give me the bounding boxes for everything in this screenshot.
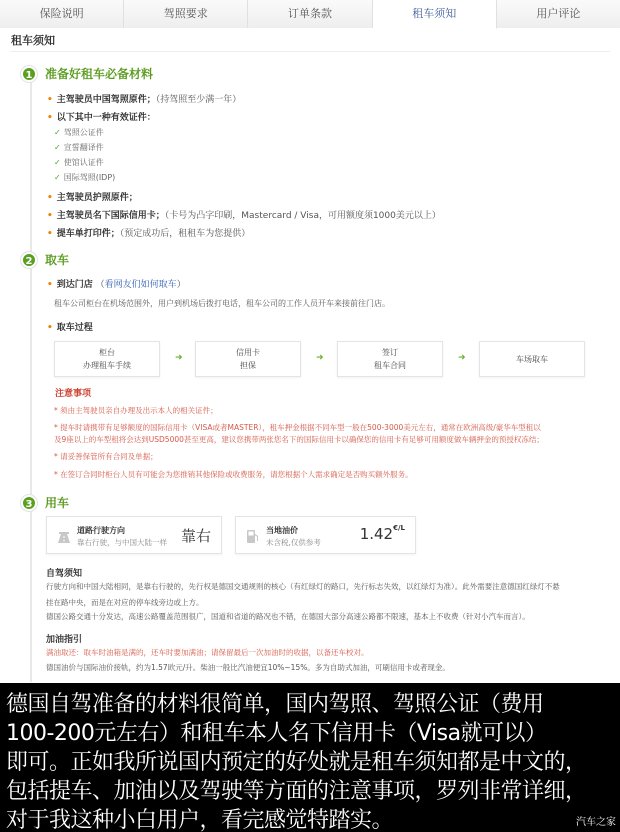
document-option: ✓ 宣誓翻译件: [54, 143, 104, 152]
check-icon: ✓: [54, 143, 61, 152]
step-3-header: [21, 494, 69, 511]
step-number-badge: 1: [21, 66, 37, 82]
tab-rental-notice[interactable]: 租车须知: [373, 0, 497, 29]
card-subtitle: 靠右行驶，与中国大陆一样: [77, 538, 167, 547]
arrow-right-icon: ➜: [316, 353, 324, 363]
step-number-badge: 3: [21, 495, 37, 511]
fuel-price-line: 德国油价与国际油价接轨，约为1.57欧元/升。柴油一般比汽油便宜10%~15%。多为自助式加油，可刷信用卡或者现金。: [46, 663, 450, 672]
step-title: 准备好租车必备材料: [45, 67, 154, 81]
timeline-line: [30, 78, 32, 682]
pickup-process-item: • 取车过程: [47, 323, 93, 333]
step-1-header: [21, 65, 153, 82]
flow-step-contract: 签订 租车合同: [337, 341, 443, 377]
self-drive-tip-line: 德国公路交通十分发达，高速公路覆盖范围很广，国道和省道的路况也不错，在德国大部分高速公路都不限速，基本上不收费（针对小汽车而言）。: [46, 612, 530, 621]
requirement-item: • 主驾驶员名下国际信用卡；（卡号为凸字印刷，Mastercard / Visa，可用额度须1000美元以上）: [47, 211, 441, 221]
divider: [10, 51, 610, 52]
tab-insurance[interactable]: 保险说明: [0, 0, 124, 28]
card-subtitle: 未含税,仅供参考: [266, 538, 321, 547]
self-drive-tips-title: 自驾须知: [46, 569, 83, 579]
notice-title: 注意事项: [55, 389, 92, 399]
requirement-label: 主驾驶员名下国际信用卡；: [56, 211, 165, 221]
caption-line: 100-200元左右）和租车本人名下信用卡（Visa就可以）: [6, 721, 547, 746]
notice-item: * 在签订合同时柜台人员有可能会为您推销其他保险或收费服务，请您根据个人需求确定是否购买额外服务。: [54, 470, 413, 479]
fuel-policy-line: 满油取还：取车时油箱是满的，还车时要加满油；请保留最后一次加油时的收据，以备还车校对。: [46, 648, 369, 657]
step-title: 取车: [45, 253, 70, 267]
requirement-note: （预定成功后，租租车为您提供）: [119, 229, 251, 239]
paren: ）: [176, 280, 186, 290]
step-2-header: [21, 251, 69, 268]
check-icon: ✓: [54, 128, 61, 137]
requirement-item: • 以下其中一种有效证件：: [47, 113, 156, 123]
requirement-item: • 主驾驶员护照原件；: [47, 193, 138, 203]
caption-banner: [0, 683, 620, 832]
pickup-stories-link[interactable]: 看网友们如何取车: [104, 280, 177, 290]
card-title: 当地油价: [266, 526, 298, 535]
document-option: ✓ 驾照公证件: [54, 128, 104, 137]
requirement-label: 提车单打印件；: [56, 229, 120, 239]
caption-line: 即可。正如我所说国内预定的好处就是租车须知都是中文的，: [6, 750, 587, 775]
arrive-store-item: • 到达门店 （看网友们如何取车）: [47, 280, 186, 290]
requirement-item: • 主驾驶员中国驾照原件；（持驾照至少满一年）: [47, 95, 242, 105]
document-option: ✓ 使馆认证件: [54, 158, 104, 167]
notice-item: * 须由主驾驶员亲自办理及出示本人的相关证件；: [54, 406, 218, 415]
tab-user-reviews[interactable]: 用户评论: [497, 0, 620, 28]
flow-step-counter: 柜台 办理租车手续: [54, 341, 160, 377]
self-drive-tip-line: 行驶方向和中国大陆相同，是靠右行驶的，先行权是德国交通规则的核心（有红绿灯的路口，先行标志失效，以红绿灯为准）。此外需要注意德国红绿灯不悬: [46, 582, 560, 591]
caption-line: 德国自驾准备的材料很简单，国内驾照、驾照公证（费用: [6, 692, 544, 717]
card-value: 靠右: [180, 527, 211, 545]
tab-bar: [0, 0, 620, 28]
fuel-guide-title: 加油指引: [46, 635, 83, 645]
notice-item: 及9座以上的车型租将会达到USD5000甚至更高，建议您携带两张您名下的国际信用卡以确保您的信用卡有足够可用额度做车辆押金的预授权冻结；: [54, 435, 544, 444]
check-icon: ✓: [54, 173, 61, 182]
step-title: 用车: [45, 496, 70, 510]
caption-line: 对于我这种小白用户，看完感觉特踏实。: [6, 808, 394, 832]
watermark-logo: 汽车之家: [576, 817, 616, 828]
arrow-right-icon: ➜: [458, 353, 466, 363]
check-icon: ✓: [54, 158, 61, 167]
requirement-item: • 提车单打印件；（预定成功后，租租车为您提供）: [47, 229, 251, 239]
document-option: ✓ 国际驾照(IDP): [54, 173, 116, 182]
requirement-label: 以下其中一种有效证件：: [56, 113, 156, 123]
self-drive-tip-line: 挂在路中央，而是在对应的停车线旁边或上方。: [46, 598, 204, 607]
requirement-note: （卡号为凸字印刷，Mastercard / Visa，可用额度须1000美元以上）: [164, 211, 441, 221]
step-number-badge: 2: [21, 252, 37, 268]
road-icon: [57, 528, 71, 544]
tab-license-requirements[interactable]: 驾照要求: [124, 0, 248, 28]
requirement-label: 主驾驶员护照原件；: [56, 193, 138, 203]
requirement-note: （持驾照至少满一年）: [155, 95, 242, 105]
card-value: $1.42^{€/L}$: [359, 524, 405, 543]
caption-line: 包括提车、加油以及驾驶等方面的注意事项，罗列非常详细，: [6, 779, 587, 804]
flow-step-pickup: 车场取车: [479, 341, 585, 377]
flow-step-credit-card: 信用卡 担保: [195, 341, 301, 377]
tab-order-terms[interactable]: 订单条款: [248, 0, 372, 28]
arrive-label: 到达门店: [56, 280, 93, 290]
fuel-price-card: [235, 516, 416, 554]
notice-item: * 提车时请携带有足够额度的国际信用卡（VISA或者MASTER），租车押金根据不同车型一般在500-3000美元左右，通常在欧洲高级/豪华车型租以: [54, 423, 541, 432]
card-title: 道路行驶方向: [77, 526, 125, 535]
arrive-description: 租车公司柜台在机场范围外，用户到机场后拨打电话，租车公司的工作人员开车来接前往门店。: [54, 299, 390, 308]
requirement-label: 主驾驶员中国驾照原件；: [56, 95, 156, 105]
arrow-right-icon: ➜: [175, 353, 183, 363]
fuel-pump-icon: [246, 528, 260, 544]
notice-item: * 请妥善保管所有合同及单据；: [54, 452, 158, 461]
paren: （: [95, 280, 105, 290]
page-title: 租车须知: [11, 34, 55, 47]
process-label: 取车过程: [56, 323, 93, 333]
driving-direction-card: [46, 516, 222, 554]
